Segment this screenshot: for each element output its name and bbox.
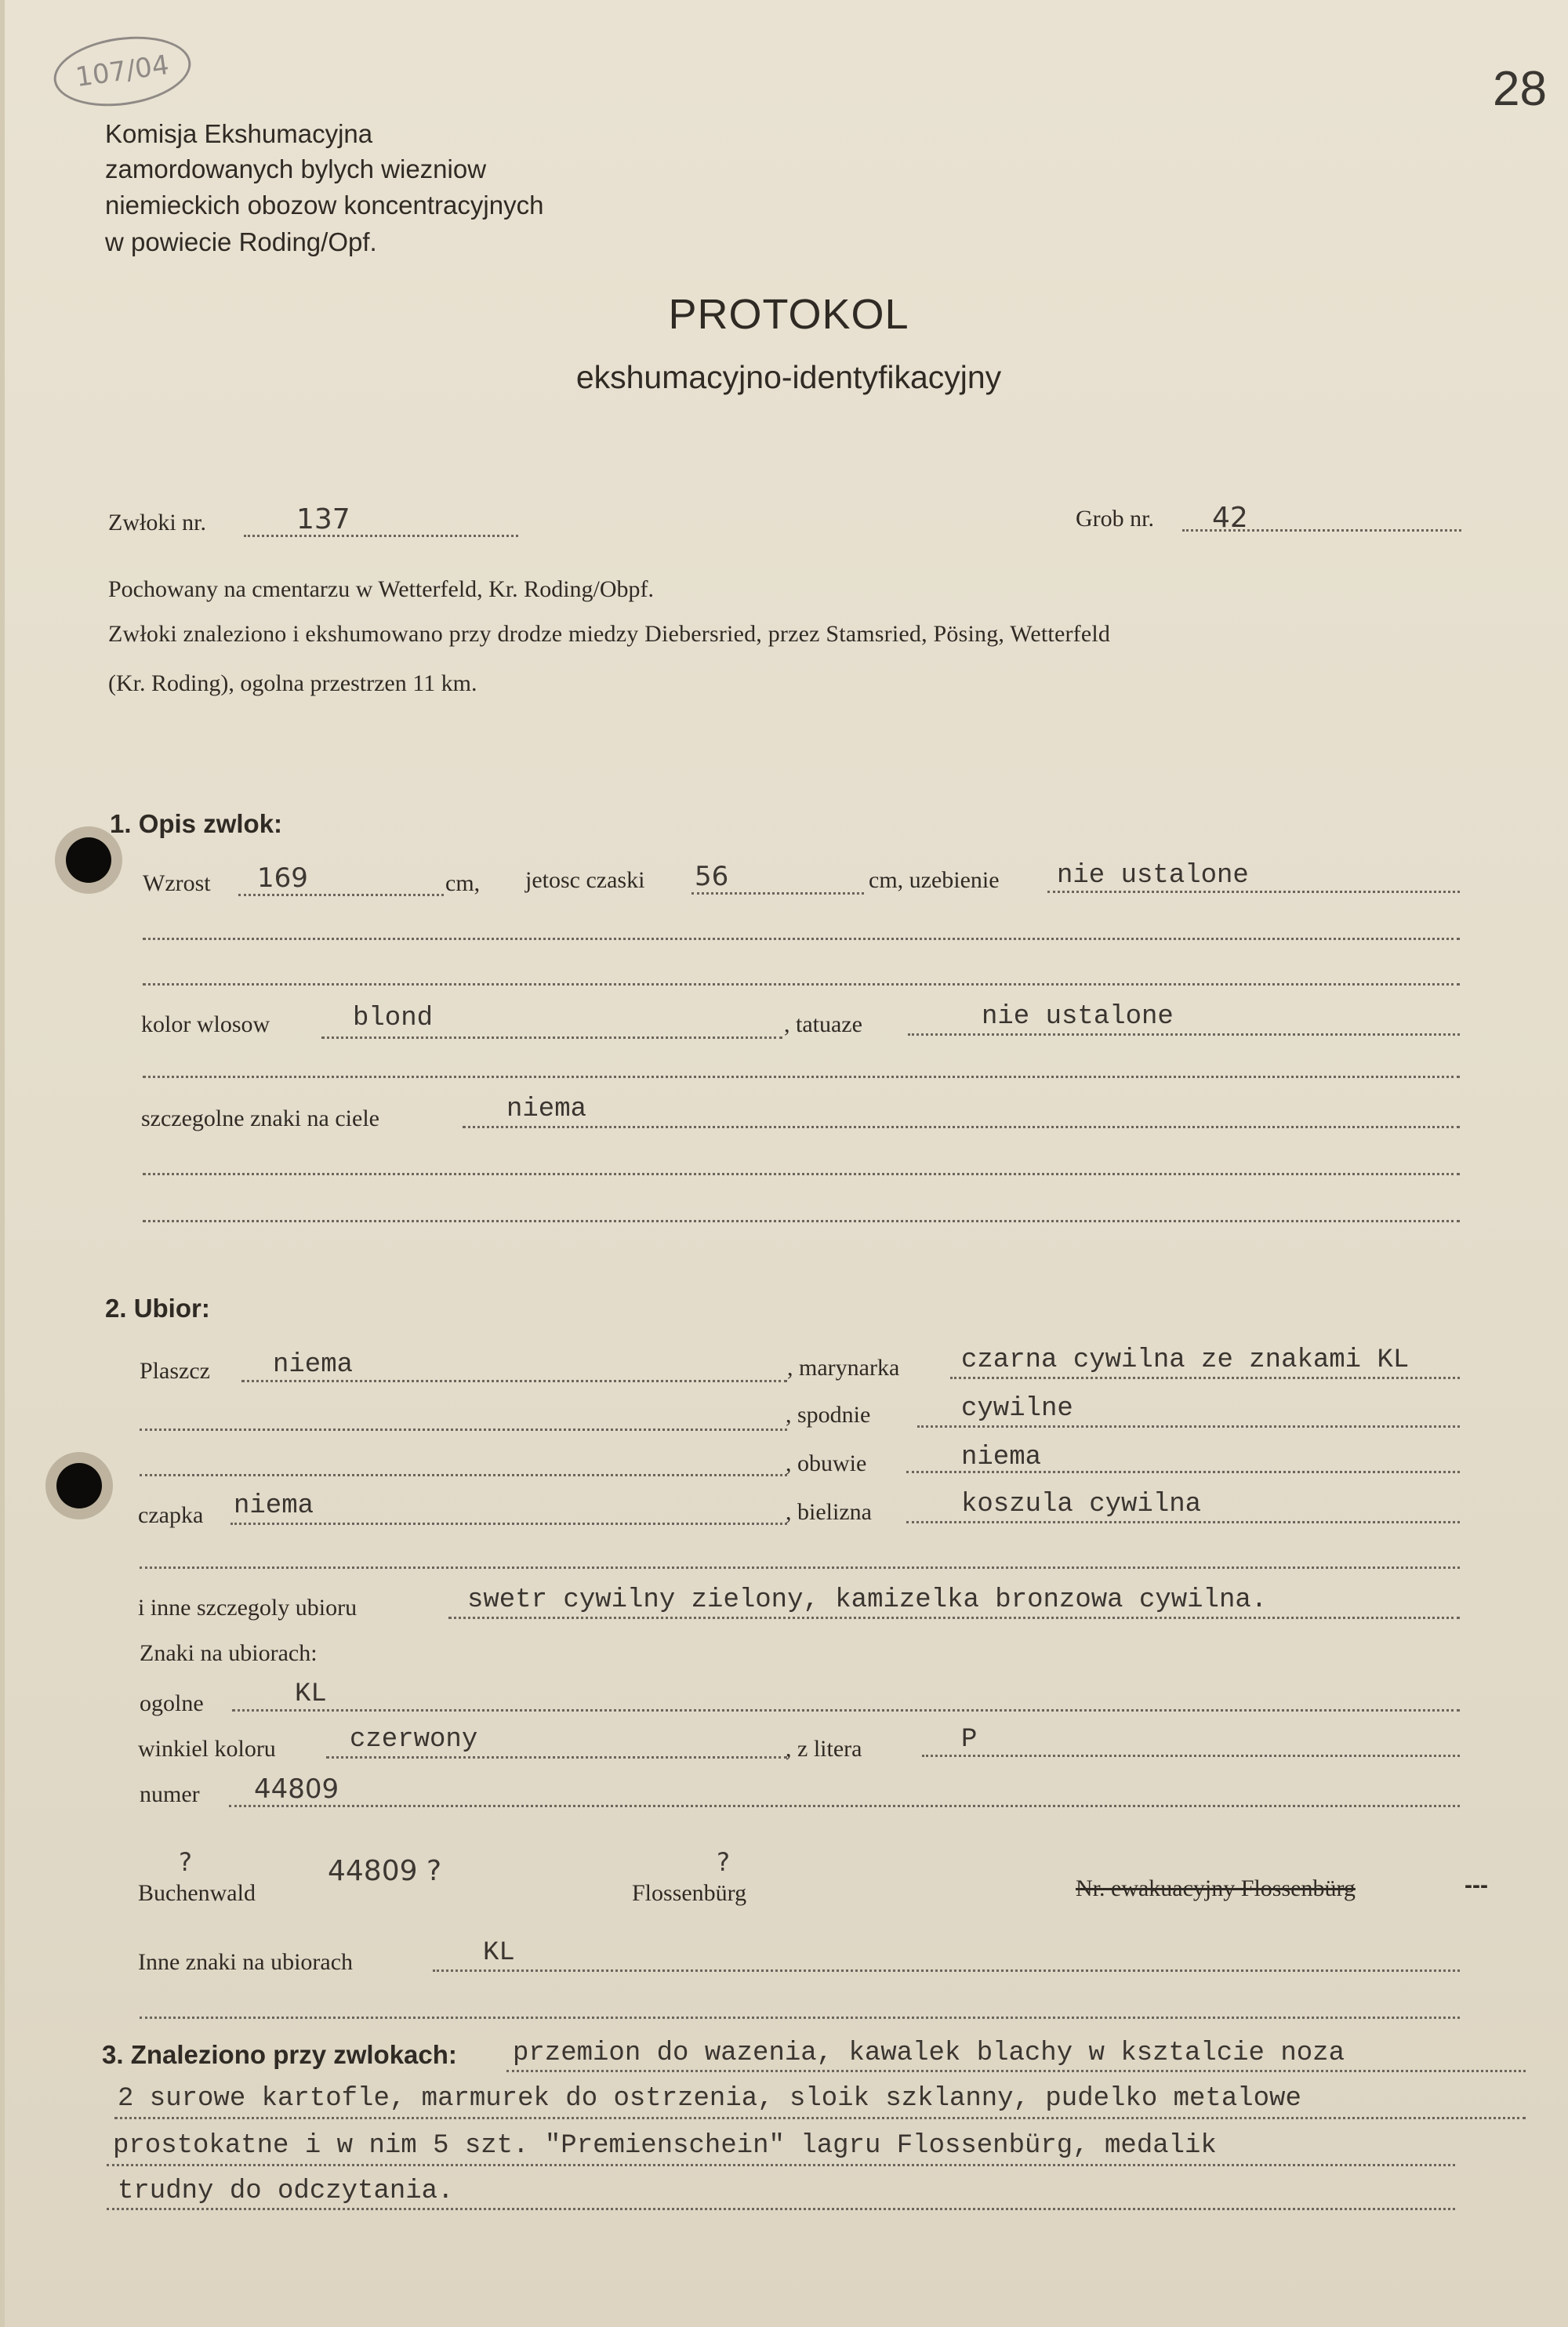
numer-label: numer [140,1781,200,1807]
found-items-line-1: przemion do wazenia, kawalek blachy w ksztalcie noza [513,2038,1345,2068]
page-number: 28 [1493,62,1547,116]
found-items-line-3: prostokatne i w nim 5 szt. "Premienschein" lagru Flossenbürg, medalik [113,2131,1217,2161]
obuwie-value: niema [961,1443,1042,1472]
intro-line-1: Pochowany na cmentarzu w Wetterfeld, Kr. Roding/Obpf. [108,576,655,602]
wlosy-value: blond [353,1004,434,1033]
header-line-3: niemieckich obozow koncentracyjnych [105,191,544,220]
ewakuacyjny-label: Nr. ewakuacyjny Flossenbürg [1076,1875,1356,1901]
czapka-label: czapka [138,1502,204,1528]
archive-stamp: 107/04 [49,28,195,114]
marynarka-value: czarna cywilna ze znakami KL [961,1345,1410,1375]
header-line-4: w powiecie Roding/Opf. [105,227,377,256]
obuwie-label: , obuwie [786,1450,867,1476]
cm-unit-1: cm, [445,870,481,896]
bielizna-label: , bielizna [786,1499,872,1525]
znaki-ubiorach-label: Znaki na ubiorach: [140,1640,318,1666]
inne-znaki-value: KL [483,1938,515,1968]
czaszka-value: 56 [695,861,729,892]
inne-szczegoly-value: swetr cywilny zielony, kamizelka bronzowa cywilna. [467,1585,1268,1615]
zwloki-label: Zwłoki nr. [108,510,206,535]
document-title: PROTOKOL [668,291,909,338]
wlosy-label: kolor wlosow [141,1011,270,1037]
czapka-value: niema [234,1491,314,1521]
uzebienie-value: nie ustalone [1057,861,1249,891]
buchenwald-number: 44809 ? [328,1855,442,1887]
wzrost-value: 169 [257,862,308,894]
section-3-heading: 3. Znaleziono przy zwlokach: [102,2040,457,2069]
tatuaze-value: nie ustalone [982,1002,1174,1032]
buchenwald-label: Buchenwald [138,1880,256,1906]
header-line-2: zamordowanych bylych wiezniow [105,154,487,183]
grob-label: Grob nr. [1076,506,1154,532]
znaki-ciele-value: niema [506,1095,587,1124]
header-line-1: Komisja Ekshumacyjna [105,119,373,148]
cm-unit-2: cm, uzebienie [869,867,1000,893]
wzrost-label: Wzrost [143,870,211,896]
found-items-line-2: 2 surowe kartofle, marmurek do ostrzenia, sloik szklanny, pudelko metalowe [118,2084,1301,2114]
numer-value: 44809 [254,1773,339,1805]
zwloki-value: 137 [296,503,350,535]
marynarka-label: , marynarka [787,1355,900,1381]
buchenwald-question-mark: ? [179,1847,192,1877]
punch-hole-top [66,837,111,883]
czaszka-label: jetosc czaski [525,867,645,893]
flossenburg-label: Flossenbürg [632,1880,747,1906]
bielizna-value: koszula cywilna [961,1490,1202,1519]
intro-line-3: (Kr. Roding), ogolna przestrzen 11 km. [108,670,477,696]
winkiel-value: czerwony [350,1725,478,1755]
spodnie-label: , spodnie [786,1402,871,1428]
inne-szczegoly-label: i inne szczegoly ubioru [138,1595,358,1621]
section-2-heading: 2. Ubior: [105,1294,210,1323]
ogolne-label: ogolne [140,1690,204,1716]
plaszcz-value: niema [273,1350,354,1380]
tatuaze-label: , tatuaze [784,1011,862,1037]
winkiel-label: winkiel koloru [138,1736,276,1762]
grob-value: 42 [1212,502,1248,534]
spodnie-value: cywilne [961,1394,1073,1424]
znaki-ciele-label: szczegolne znaki na ciele [141,1105,379,1131]
litera-value: P [961,1725,978,1755]
found-items-line-4: trudny do odczytania. [118,2176,454,2206]
flossenburg-question-mark: ? [717,1847,730,1877]
ewakuacyjny-dashes: --- [1465,1872,1488,1898]
section-1-heading: 1. Opis zwlok: [110,809,283,838]
plaszcz-label: Plaszcz [140,1358,210,1384]
document-subtitle: ekshumacyjno-identyfikacyjny [575,359,1002,395]
ogolne-value: KL [295,1679,327,1709]
litera-label: , z litera [786,1736,862,1762]
inne-znaki-label: Inne znaki na ubiorach [138,1949,354,1975]
punch-hole-bottom [56,1463,102,1508]
intro-line-2: Zwłoki znaleziono i ekshumowano przy drodze miedzy Diebersried, przez Stamsried, Pösing, Wetterfeld [108,621,1111,647]
